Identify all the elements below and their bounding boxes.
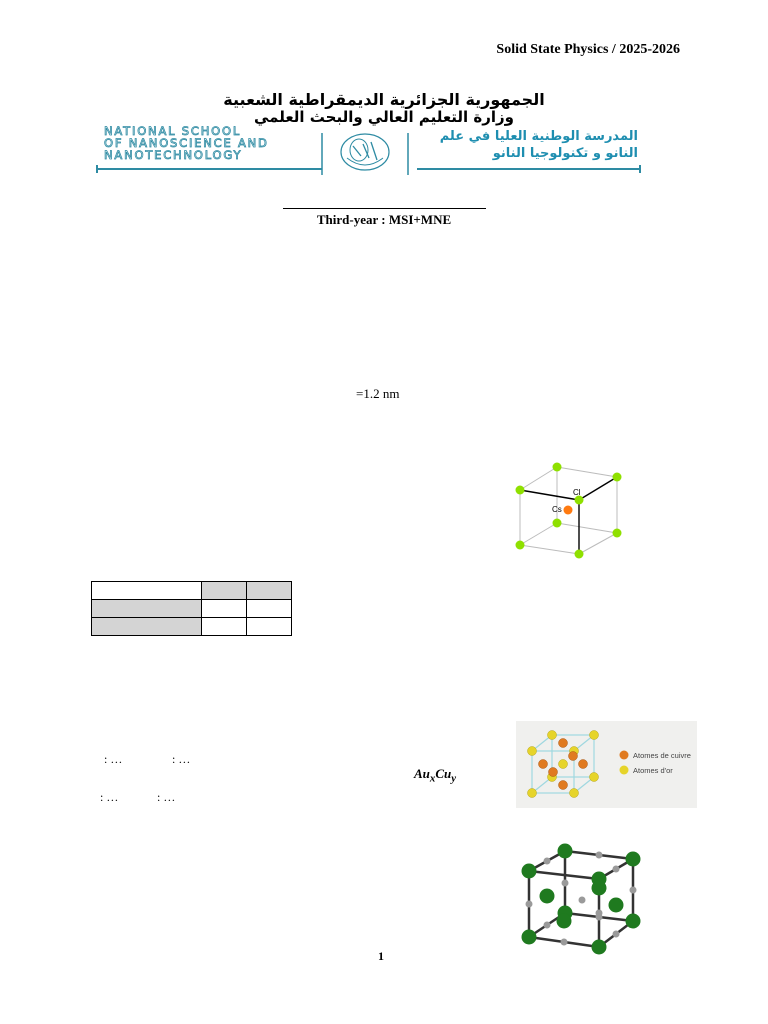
cl-atom: [553, 463, 562, 472]
au-atom: [570, 789, 579, 798]
small-ion: [544, 922, 551, 929]
title-rule: [283, 208, 486, 209]
alloy-formula: [414, 766, 456, 785]
small-ion: [561, 939, 568, 946]
table-cell: [92, 618, 202, 636]
school-name-line: النانو و تكنولوجيا النانو: [492, 146, 638, 161]
large-ion: [626, 914, 641, 929]
large-ion: [557, 914, 572, 929]
au-atom: [528, 789, 537, 798]
cl-atom: [516, 486, 525, 495]
large-ion: [522, 930, 537, 945]
cu-atom: [579, 760, 588, 769]
table-cell: [247, 618, 292, 636]
table-row: [92, 600, 292, 618]
cl-atom: [613, 529, 622, 538]
table-cell: [92, 582, 202, 600]
cl-atom: [553, 519, 562, 528]
small-ion: [630, 887, 637, 894]
cl-atom: [575, 550, 584, 559]
cu-legend-label: Atomes de cuivre: [633, 751, 691, 760]
cscl-structure-figure: [510, 460, 630, 565]
small-ion: [579, 897, 586, 904]
large-ion: [522, 864, 537, 879]
small-ion: [596, 852, 603, 859]
blank-answer: : …: [172, 752, 191, 766]
table-cell: [202, 600, 247, 618]
formula-text: =1.2 nm: [356, 386, 400, 401]
au-atom: [528, 747, 537, 756]
page-number: 1: [378, 949, 384, 963]
small-ion: [613, 866, 620, 873]
small-ion: [613, 931, 620, 938]
small-ion: [526, 901, 533, 908]
formula-au: Au: [414, 766, 430, 781]
course-header: Solid State Physics / 2025-2026: [496, 42, 680, 57]
table-row: [92, 618, 292, 636]
cl-atom: [516, 541, 525, 550]
large-ion: [592, 881, 607, 896]
arabic-ministry-title: وزارة التعليم العالي والبحث العلمي: [253, 108, 515, 126]
formula-y: y: [451, 772, 457, 785]
table-cell: [92, 600, 202, 618]
small-ion: [562, 880, 569, 887]
cs-label: Cs: [552, 505, 562, 514]
cu-legend-icon: [620, 751, 629, 760]
school-name-line: NANOTECHNOLOGY: [104, 148, 243, 162]
large-ion: [592, 940, 607, 955]
class-subtitle: Third-year : MSI+MNE: [316, 212, 452, 227]
au-atom: [590, 731, 599, 740]
aucu-structure-figure: [516, 721, 697, 808]
cl-label: Cl: [573, 488, 581, 497]
formula-x: x: [429, 772, 436, 785]
blank-answer: : …: [157, 790, 176, 804]
small-ion: [544, 858, 551, 865]
cl-atom: [613, 473, 622, 482]
arabic-republic-title: الجمهورية الجزائرية الديمقراطية الشعبية: [223, 90, 545, 109]
cu-atom: [559, 739, 568, 748]
cu-atom: [559, 781, 568, 790]
large-ion: [626, 852, 641, 867]
cu-atom: [549, 768, 558, 777]
formula-cu: Cu: [435, 766, 452, 781]
large-ion: [609, 898, 624, 913]
large-ion: [558, 844, 573, 859]
au-atom: [590, 773, 599, 782]
cu-atom: [539, 760, 548, 769]
large-ion: [540, 889, 555, 904]
school-name-line: المدرسة الوطنية العليا في علم: [439, 129, 638, 144]
school-name-line: NATIONAL SCHOOL: [104, 124, 242, 138]
au-atom: [548, 731, 557, 740]
au-legend-icon: [620, 766, 629, 775]
table-cell: [202, 582, 247, 600]
data-table: [91, 581, 292, 636]
table-row: [92, 582, 292, 600]
cu-atom: [569, 752, 578, 761]
table-cell: [247, 600, 292, 618]
au-legend-label: Atomes d'or: [633, 766, 673, 775]
blank-answer: : …: [100, 790, 119, 804]
au-atom: [559, 760, 568, 769]
cs-atom: [564, 506, 573, 515]
school-name-line: OF NANOSCIENCE AND: [104, 136, 269, 150]
small-ion: [596, 914, 603, 921]
blank-answer: : …: [104, 752, 123, 766]
table-cell: [202, 618, 247, 636]
nacl-structure-figure: [515, 843, 645, 955]
table-cell: [247, 582, 292, 600]
school-emblem-icon: [341, 134, 389, 170]
school-name-arabic: [408, 128, 638, 162]
